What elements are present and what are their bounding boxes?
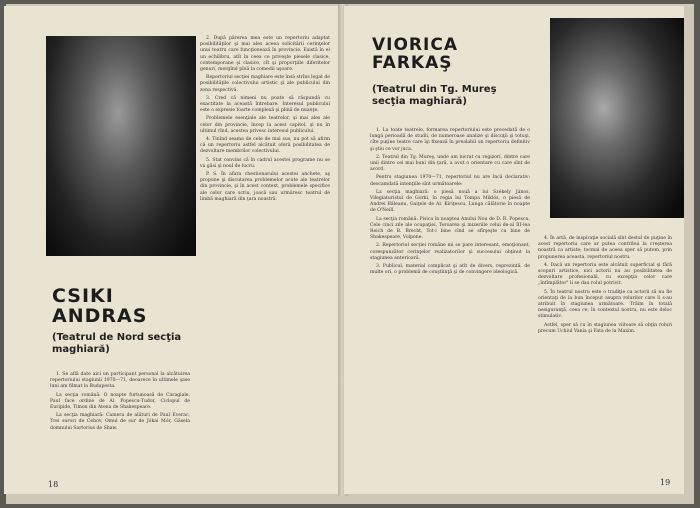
right-heading-theatre: (Teatrul din Tg. Mureş secţia maghiară) [372, 84, 497, 107]
right-text-column-left [370, 128, 530, 468]
paragraph: 2. Teatrul din Tg. Mureş, unde am lucrat cu regizori, dintre care unii dintre cei mai buni din ţară, a avut o orientare cu care sînt de acord. [370, 154, 530, 173]
left-text-column-bottom [50, 372, 190, 462]
paragraph: 3. Publicul, material complicat şi atît de divers, reprezintă, de multe ori, o problemă de conştiinţă şi de convingere ideologică. [370, 264, 530, 276]
portrait-photo-farkas [550, 18, 684, 218]
paragraph: La secţia maghiară: o piesă nouă a lui Székely János, Vilegiaturistul de Gorki, în regia lui Tompa Miklós, o piesă de Andrei Băleanu, Gaiţele de Al. Kiriţescu, Lunga călătorie în noapte de O'Neill. [370, 189, 530, 214]
paragraph: 5. În teatrul nostru este o tradiţie ca actorii să nu fie orientaţi de la bun început asupra rolurilor care li s-au atribuit în stagiunea următoare. Trăim în totală nesiguranţă, ceea ce, în contextul nostru, nu este deloc stimulativ. [538, 289, 672, 320]
paragraph: 2. Repertoriul secţiei române mi se pare interesant, emoţionant, corespunzător cerinţelor realizatorilor şi succesului obţinut la stagiunea anterioară. [370, 243, 530, 261]
left-page [4, 6, 340, 494]
paragraph: 2. După părerea mea este un repertoriu adaptat posibilităţilor şi mai ales aceea solicitării cerinţelor unui teatru care funcţionează în provincie. Există în el un echilibru, atît în ceea ce priveşte piesele clasice, contemporane şi clasice, cît şi proporţiile diferitelor genuri, mergînd pînă la comedii uşoare. [200, 36, 330, 73]
page-number-right: 19 [660, 478, 671, 487]
paragraph: La secţia română: O noapte furtunoasă de Caragiale, Paul face ordine de Al. Popescu-Tudor, Ciclopul de Euripide, Timon din Atena de Shakespeare. [50, 392, 190, 411]
left-heading-name [52, 286, 147, 326]
paragraph: Problemele esenţiale ale teatrelor, şi mai ales ale celor din provincie, încep la acest capitol, şi nu în ultimul rînd, acestea privesc interesul publicului. [200, 116, 330, 134]
paragraph: Pentru stagiunea 1970—71, repertoriul nu are încă declarativ: deocamdată intenţiile sînt următoarele: [370, 175, 530, 187]
paragraph: Repertoriul secţiei maghiare este însă strîns legat de posibilităţile colectivului artistic şi ale publicului din zona respectivă. [200, 75, 330, 93]
paragraph: 4. Dacă un repertoriu este alcătuit superficial şi fără scopuri artistice, nici actorii nu au posibilitatea de dezvoltare profesională, cu excepţia celor care „întîmplător" li se dau rolul potrivit. [538, 262, 672, 287]
heading-last-name: ANDRAS [52, 305, 148, 327]
paragraph: La secţia română: Pisica în noaptea Anului Nou de D. R. Popescu, Cele cinci zile ale ocupaţiei, Teroarea şi mizeriile celui de-al III-lea Reich de B. Brecht, Tot-i bine cînd se sfîrşeşte cu bine de Shakespeare, Volpone. [370, 216, 530, 241]
page-number-left: 18 [48, 480, 59, 489]
heading-last-name: FARKAŞ [372, 53, 453, 73]
right-page [344, 6, 684, 494]
paragraph: 3. Cred că nimeni nu poate să răspundă cu exactitate la această întrebare. Interesul publicului este o expresie foarte complexă şi plină de nuanţe. [200, 95, 330, 114]
right-text-column-right [538, 236, 672, 476]
paragraph: La secţia maghiară: Camera de alături de Paul Everac, Trei surori de Cehov, Omul de sur de Jókai Mór, Găsela domnului Sartorius de Shaw. [50, 413, 190, 431]
paragraph: 1. La toate teatrele, formarea repertoriului este precedată de o lungă perioadă de studii, de numeroase analize şi discuţii şi totuşi, cîte puţine teatre care îşi fixează în prealabil un repertoriu definitiv şi ştiu ce vor juca. [370, 128, 530, 152]
paragraph: Astfel, sper să cu în stagiunea viitoare să obţin roluri precum Uchiul Vania şi Fata de la Maxim. [538, 322, 672, 334]
right-heading-name [372, 36, 458, 72]
portrait-photo-csiki [46, 36, 196, 256]
paragraph: 4. În artă, de inspiraţie socială sînt destul de puţine în acest repertoriu care ar putea contribui la creşterea noastră ca artiste; tocmai de aceea sper să putem, prin propunerea aceasta, repertoriul nostru. [538, 236, 672, 260]
left-text-column-right [200, 36, 330, 456]
paragraph: P. S. În afara chestionarului acestei anchete, aş propune şi discutarea problemelor acute ale teatrelor din provincie, şi în acest context, problemele specifice ale celor care scriu, joacă sau urmăresc teatrul de limbă maghiară din ţara noastră. [200, 172, 330, 202]
left-heading-theatre: (Teatrul de Nord secţia maghiară) [52, 332, 182, 355]
heading-first-name: CSIKI [52, 285, 114, 307]
heading-first-name: VIORICA [372, 35, 458, 55]
paragraph: 4. Tinînd seama de cele de mai sus, nu pot să afirm că un repertoriu astfel alcătuit oferă posibilitatea de dezvoltare membrilor colectivului. [200, 137, 330, 155]
paragraph: 1. Se află date aici un participant personal la alcătuirea repertoriului stagiunii 1970—71, deoarece în ultimele şase luni am filmat la Budapesta. [50, 372, 190, 390]
paragraph: 5. Stat convins că în cadrul acestei programe nu se va găsi şi noul de lucru. [200, 157, 330, 169]
